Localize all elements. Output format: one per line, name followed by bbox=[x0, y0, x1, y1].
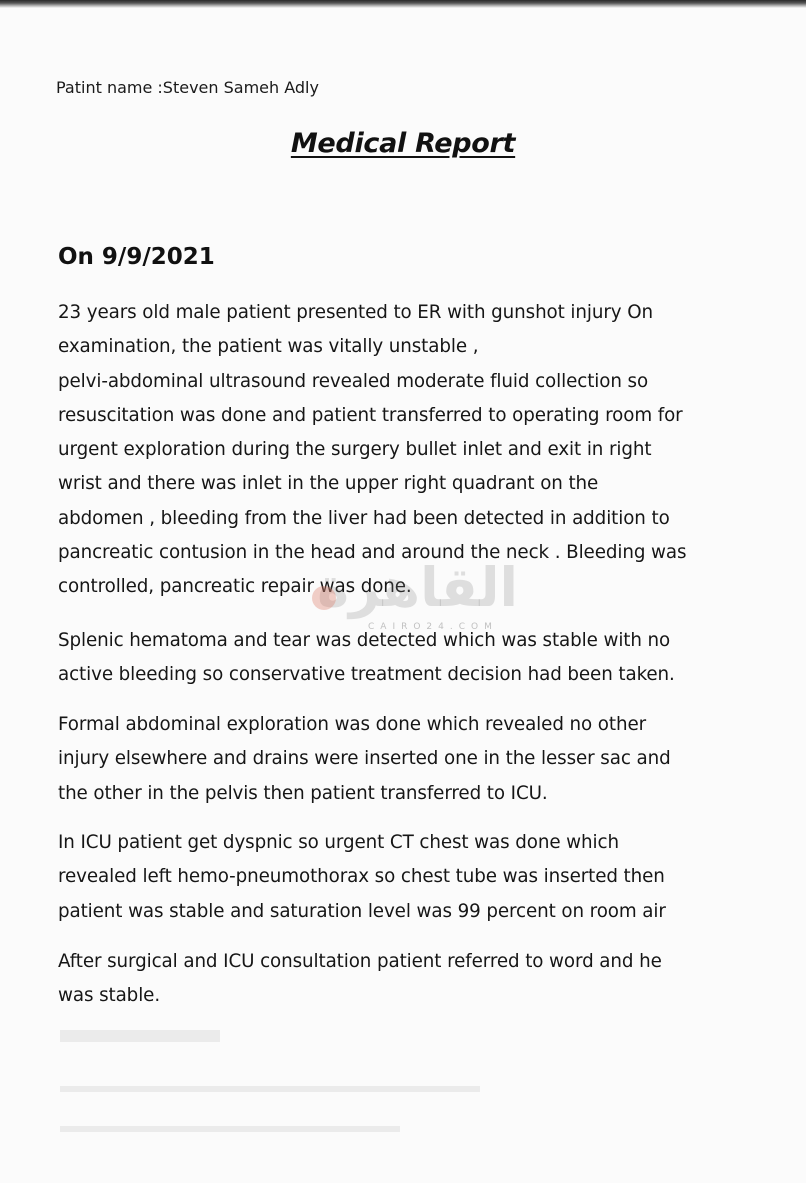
report-paragraph-4: In ICU patient get dyspnic so urgent CT chest was done which revealed left hemo-pneumothorax so chest tube was inserted then patient was stable and saturation level was 99 percent on room air bbox=[58, 832, 666, 922]
watermark-site-text: CAIRO24.COM bbox=[368, 622, 498, 632]
report-paragraph-3: Formal abdominal exploration was done which revealed no other injury elsewhere and drains were inserted one in the lesser sac and the other in the pelvis then patient transferred to ICU. bbox=[58, 714, 671, 804]
bleed-through-shadow bbox=[60, 1030, 480, 1150]
scan-top-edge bbox=[0, 0, 806, 8]
patient-name-line: Patint name :Steven Sameh Adly bbox=[56, 78, 319, 97]
watermark-arabic-text: القاهرة bbox=[317, 556, 518, 619]
report-date-heading: On 9/9/2021 bbox=[58, 244, 215, 270]
report-paragraph-5: After surgical and ICU consultation patient referred to word and he was stable. bbox=[58, 951, 662, 1007]
report-title: Medical Report bbox=[290, 128, 516, 159]
report-paragraph-1: 23 years old male patient presented to ER with gunshot injury On examination, the patient was vitally unstable , pelvi-abdominal ultrasound revealed moderate fluid collection so resuscitation was done and patient transferred to operating room for urgent exploration during the surgery bullet inlet and exit in right wrist and there was inlet in the upper right quadrant on the abdomen , bleeding from the liver had been detected in addition to pancreatic contusion in the head and around the neck . Bleeding was controlled, pancreatic repair was done. bbox=[58, 302, 687, 598]
report-paragraph-2: Splenic hematoma and tear was detected which was stable with no active bleeding so conservative treatment decision had been taken. bbox=[58, 630, 675, 686]
